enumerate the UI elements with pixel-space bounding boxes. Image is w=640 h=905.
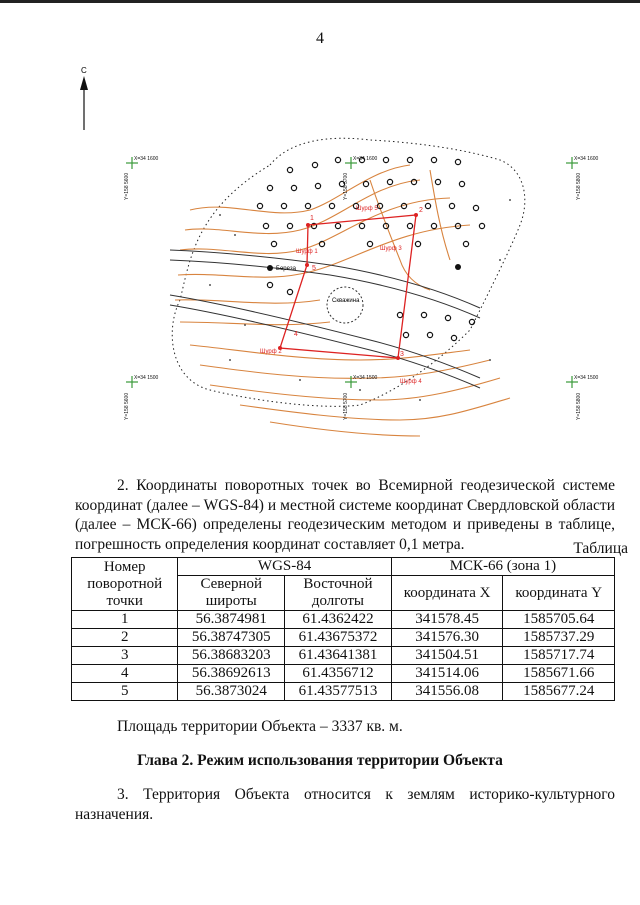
svg-text:X=34 1500: X=34 1500 [353,375,378,381]
svg-text:Шурф 1: Шурф 1 [296,249,318,255]
svg-text:Y=158 5600: Y=158 5600 [124,172,130,200]
svg-text:Y=158 5800: Y=158 5800 [576,392,582,420]
chapter-title: Глава 2. Режим использования территории Объекта [137,752,503,769]
table-row: 5 56.3873024 61.43577513 341556.08 1585677.24 [72,683,615,701]
paragraph-2-text: 2. Координаты поворотных точек во Всемирной геодезической системе координат (далее – WGS-84) и местной системе координат Свердловской области (далее – МСК-66) определены геодезическим методом и приведены в таблице, погрешность определения координат составляет 0,1 метра. [75,477,615,553]
site-plan-map [70,60,610,460]
table-row: 3 56.38683203 61.43641381 341504.51 1585717.74 [72,647,615,665]
north-label: С [81,66,87,75]
header-longitude: Восточной долготы [285,576,392,611]
well-marker [327,287,363,323]
point-label-4: 4 [294,331,298,338]
svg-text:X=34 1500: X=34 1500 [574,375,599,381]
point-label-5: 5 [312,265,316,272]
birch-label: Береза [276,266,296,272]
area-statement: Площадь территории Объекта – 3337 кв. м. [117,718,403,735]
grid-labels [124,156,599,420]
svg-text:X=34 1500: X=34 1500 [134,375,159,381]
well-label: Скважина [332,298,360,304]
paragraph-3 [75,785,615,824]
svg-text:X=34 1600: X=34 1600 [574,156,599,162]
table-row: 2 56.38747305 61.43675372 341576.30 1585737.29 [72,629,615,647]
svg-text:Y=158 5700: Y=158 5700 [343,172,349,200]
header-wgs84: WGS-84 [178,558,391,576]
svg-text:Шурф 3: Шурф 3 [380,246,402,252]
page-number: 4 [316,30,324,47]
svg-text:Y=158 5600: Y=158 5600 [124,392,130,420]
svg-text:X=34 1600: X=34 1600 [134,156,159,162]
point-label-1: 1 [310,215,314,222]
page-top-border [0,0,640,3]
svg-text:Y=158 5800: Y=158 5800 [576,172,582,200]
svg-text:Шурф 2: Шурф 2 [260,349,282,355]
svg-text:X=34 1600: X=34 1600 [353,156,378,162]
paragraph-3-text: 3. Территория Объекта относится к землям историко-культурного назначения. [75,786,615,823]
point-label-2: 2 [419,207,423,214]
svg-text:Шурф 5: Шурф 5 [356,206,378,212]
table-row: 4 56.38692613 61.4356712 341514.06 1585671.66 [72,665,615,683]
object-boundary [280,215,416,358]
header-point-number: Номер поворотной точки [72,558,178,611]
coordinates-table [71,557,615,701]
north-arrow-icon [80,66,88,130]
header-coordinate-x: координата X [391,576,503,611]
header-coordinate-y: координата Y [503,576,615,611]
svg-text:Шурф 4: Шурф 4 [400,379,422,385]
point-label-3: 3 [400,351,404,358]
paragraph-2 [75,476,615,554]
header-msk66: МСК-66 (зона 1) [391,558,614,576]
table-caption: Таблица [573,540,628,557]
header-latitude: Северной широты [178,576,285,611]
svg-text:Y=158 5700: Y=158 5700 [343,392,349,420]
grid-crosses [126,157,578,388]
elevation-points [209,199,511,401]
table-row: 1 56.3874981 61.4362422 341578.45 1585705.64 [72,611,615,629]
